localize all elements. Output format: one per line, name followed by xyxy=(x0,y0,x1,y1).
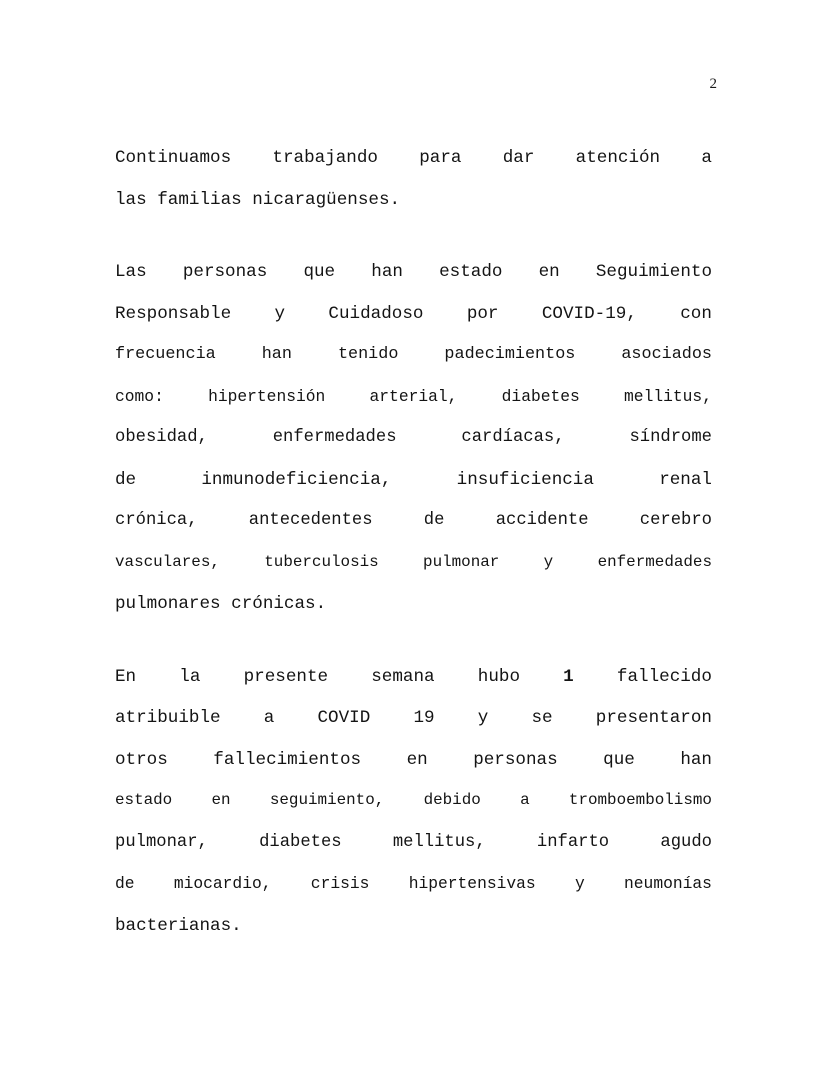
word: agudo xyxy=(660,832,712,852)
word: frecuencia xyxy=(115,345,216,364)
text-line xyxy=(115,345,712,387)
word: a xyxy=(520,791,530,809)
word: estado xyxy=(115,791,173,809)
word: En xyxy=(115,666,137,687)
word: enfermedades xyxy=(272,428,397,447)
word: para xyxy=(419,148,462,168)
word: neumonías xyxy=(624,874,712,893)
word: seguimiento, xyxy=(269,791,385,809)
text-line xyxy=(115,553,712,595)
word: arterial, xyxy=(369,386,458,406)
word: pulmonar, xyxy=(115,832,208,852)
word: inmunodeficiencia, xyxy=(201,469,392,490)
word: de xyxy=(115,874,135,893)
word: y xyxy=(477,708,489,728)
word: Continuamos xyxy=(115,148,232,168)
word: hipertensivas xyxy=(408,874,536,893)
word: y xyxy=(543,552,554,571)
text-line xyxy=(115,667,712,709)
text-line xyxy=(115,750,712,792)
word: que xyxy=(603,749,635,770)
word: atribuible xyxy=(115,708,221,728)
word: en xyxy=(538,262,560,282)
word: crisis xyxy=(310,874,370,893)
word: han xyxy=(261,345,292,364)
word: con xyxy=(680,303,712,324)
paragraph xyxy=(115,148,712,231)
word: cerebro xyxy=(639,511,712,530)
word: Cuidadoso xyxy=(328,303,424,324)
word: a xyxy=(701,148,712,168)
word: fallecido xyxy=(616,666,712,687)
word: Responsable xyxy=(115,303,232,324)
word: Seguimiento xyxy=(595,262,712,282)
paragraph xyxy=(115,262,712,636)
text-line xyxy=(115,428,712,470)
word: debido xyxy=(423,791,481,809)
word: atención xyxy=(575,148,661,168)
text-line xyxy=(115,387,712,429)
page-number: 2 xyxy=(709,76,717,92)
word: síndrome xyxy=(629,428,712,447)
word: y xyxy=(574,874,585,893)
text-line xyxy=(115,148,712,190)
text-line xyxy=(115,833,712,875)
word: accidente xyxy=(495,511,589,530)
word: familias xyxy=(157,189,242,210)
word: fallecimientos xyxy=(213,749,362,770)
text-line xyxy=(115,304,712,346)
word: hipertensión xyxy=(208,386,326,406)
text-line xyxy=(115,190,712,232)
word: personas xyxy=(473,749,558,770)
text-line xyxy=(115,511,712,553)
word: trabajando xyxy=(272,148,378,168)
word: han xyxy=(680,749,712,770)
word: las xyxy=(115,189,147,210)
word: mellitus, xyxy=(624,386,712,406)
emphasized-word: 1 xyxy=(563,666,574,687)
word: Las xyxy=(115,262,147,282)
word: presente xyxy=(243,666,329,687)
word: tenido xyxy=(337,345,399,364)
word: cardíacas, xyxy=(461,428,565,447)
word: infarto xyxy=(536,832,610,852)
text-line xyxy=(115,708,712,750)
word: diabetes xyxy=(259,832,342,852)
word: se xyxy=(531,708,553,728)
word: hubo xyxy=(477,666,520,687)
word: vasculares, xyxy=(115,552,220,571)
word: COVID-19, xyxy=(541,303,637,324)
word: la xyxy=(179,666,201,687)
word: COVID xyxy=(317,708,371,728)
word: miocardio, xyxy=(173,874,272,893)
word: diabetes xyxy=(501,386,580,406)
word: de xyxy=(115,469,137,490)
word: semana xyxy=(371,666,435,687)
text-line xyxy=(115,262,712,304)
word: pulmonares xyxy=(115,594,221,614)
word: asociados xyxy=(621,345,712,364)
word: de xyxy=(423,511,445,530)
word: crónicas. xyxy=(231,594,327,614)
word: estado xyxy=(439,262,503,282)
word: bacterianas. xyxy=(115,915,242,936)
word: padecimientos xyxy=(444,345,576,364)
word: obesidad, xyxy=(115,428,208,447)
word: 19 xyxy=(413,708,435,728)
paragraph xyxy=(115,667,712,958)
word: como: xyxy=(115,386,164,406)
word: que xyxy=(303,262,336,282)
text-line xyxy=(115,594,712,636)
word: enfermedades xyxy=(597,552,712,571)
word: en xyxy=(406,749,428,770)
word: crónica, xyxy=(115,511,198,530)
word: por xyxy=(466,303,499,324)
word: tromboembolismo xyxy=(568,791,712,809)
word: otros xyxy=(115,749,168,770)
word: renal xyxy=(659,469,712,490)
word: en xyxy=(211,791,231,809)
word: han xyxy=(371,262,403,282)
word: nicaragüenses. xyxy=(252,189,401,210)
text-line xyxy=(115,916,712,958)
word: y xyxy=(274,303,286,324)
word: personas xyxy=(182,262,268,282)
word: insuficiencia xyxy=(456,469,594,490)
word: pulmonar xyxy=(423,552,500,571)
word: antecedentes xyxy=(248,511,373,530)
document-body xyxy=(115,148,712,957)
text-line xyxy=(115,470,712,512)
text-line xyxy=(115,874,712,916)
word: tuberculosis xyxy=(264,552,379,571)
word: mellitus, xyxy=(392,832,486,852)
text-line xyxy=(115,791,712,833)
word: a xyxy=(263,708,275,728)
word: presentaron xyxy=(595,708,712,728)
word: dar xyxy=(502,148,535,168)
